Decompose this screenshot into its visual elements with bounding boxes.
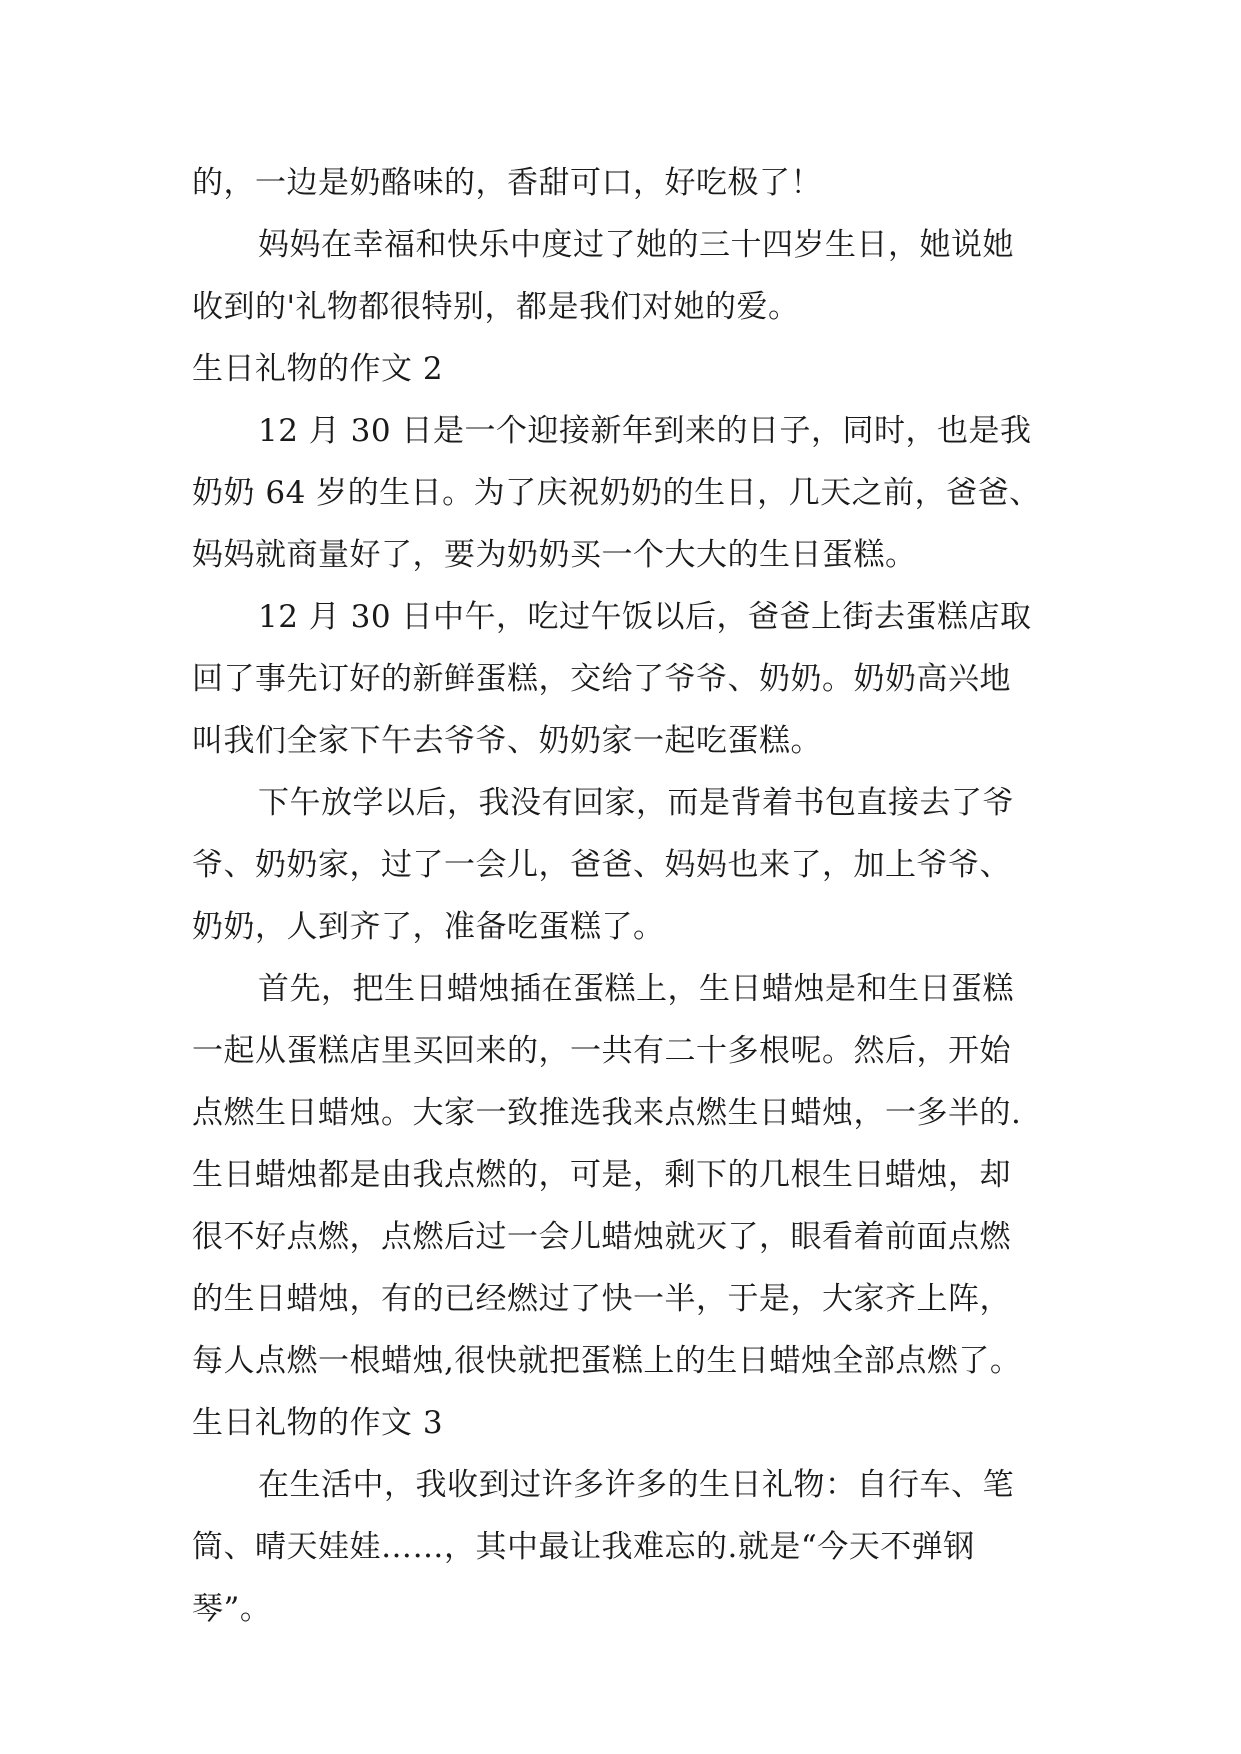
text-line: 琴”。 — [192, 1591, 272, 1627]
paragraph-start-line: 首先，把生日蜡烛插在蛋糕上，生日蜡烛是和生日蛋糕 — [258, 971, 1014, 1007]
paragraph-start-line: 在生活中，我收到过许多许多的生日礼物：自行车、笔 — [258, 1467, 1014, 1503]
text-line: 筒、晴天娃娃……，其中最让我难忘的.就是“今天不弹钢 — [192, 1529, 975, 1565]
text-line: 奶奶 64 岁的生日。为了庆祝奶奶的生日，几天之前，爸爸、 — [192, 475, 1041, 511]
paragraph-start-line: 12 月 30 日是一个迎接新年到来的日子，同时，也是我 — [258, 413, 1032, 449]
text-line: 爷、奶奶家，过了一会儿，爸爸、妈妈也来了，加上爷爷、 — [192, 847, 1011, 883]
text-line: 很不好点燃，点燃后过一会儿蜡烛就灭了，眼看着前面点燃 — [192, 1219, 1011, 1255]
section-heading-3: 生日礼物的作文 3 — [192, 1405, 444, 1441]
text-line: 的，一边是奶酪味的，香甜可口，好吃极了！ — [192, 165, 822, 201]
text-line: 回了事先订好的新鲜蛋糕，交给了爷爷、奶奶。奶奶高兴地 — [192, 661, 1011, 697]
text-line: 每人点燃一根蜡烛,很快就把蛋糕上的生日蜡烛全部点燃了。 — [192, 1343, 1022, 1379]
text-line: 点燃生日蜡烛。大家一致推选我来点燃生日蜡烛，一多半的. — [192, 1095, 1022, 1131]
paragraph-start-line: 妈妈在幸福和快乐中度过了她的三十四岁生日，她说她 — [258, 227, 1014, 263]
paragraph-start-line: 下午放学以后，我没有回家，而是背着书包直接去了爷 — [258, 785, 1014, 821]
text-line: 叫我们全家下午去爷爷、奶奶家一起吃蛋糕。 — [192, 723, 822, 759]
text-line: 奶奶，人到齐了，准备吃蛋糕了。 — [192, 909, 665, 945]
text-line: 收到的'礼物都很特别，都是我们对她的爱。 — [192, 289, 800, 325]
text-line: 妈妈就商量好了，要为奶奶买一个大大的生日蛋糕。 — [192, 537, 917, 573]
paragraph-start-line: 12 月 30 日中午，吃过午饭以后，爸爸上街去蛋糕店取 — [258, 599, 1032, 635]
text-line: 一起从蛋糕店里买回来的，一共有二十多根呢。然后，开始 — [192, 1033, 1011, 1069]
text-line: 生日蜡烛都是由我点燃的，可是，剩下的几根生日蜡烛，却 — [192, 1157, 1011, 1193]
document-body — [192, 152, 1062, 1640]
section-heading-2: 生日礼物的作文 2 — [192, 351, 444, 387]
text-line: 的生日蜡烛，有的已经燃过了快一半，于是，大家齐上阵， — [192, 1281, 1011, 1317]
